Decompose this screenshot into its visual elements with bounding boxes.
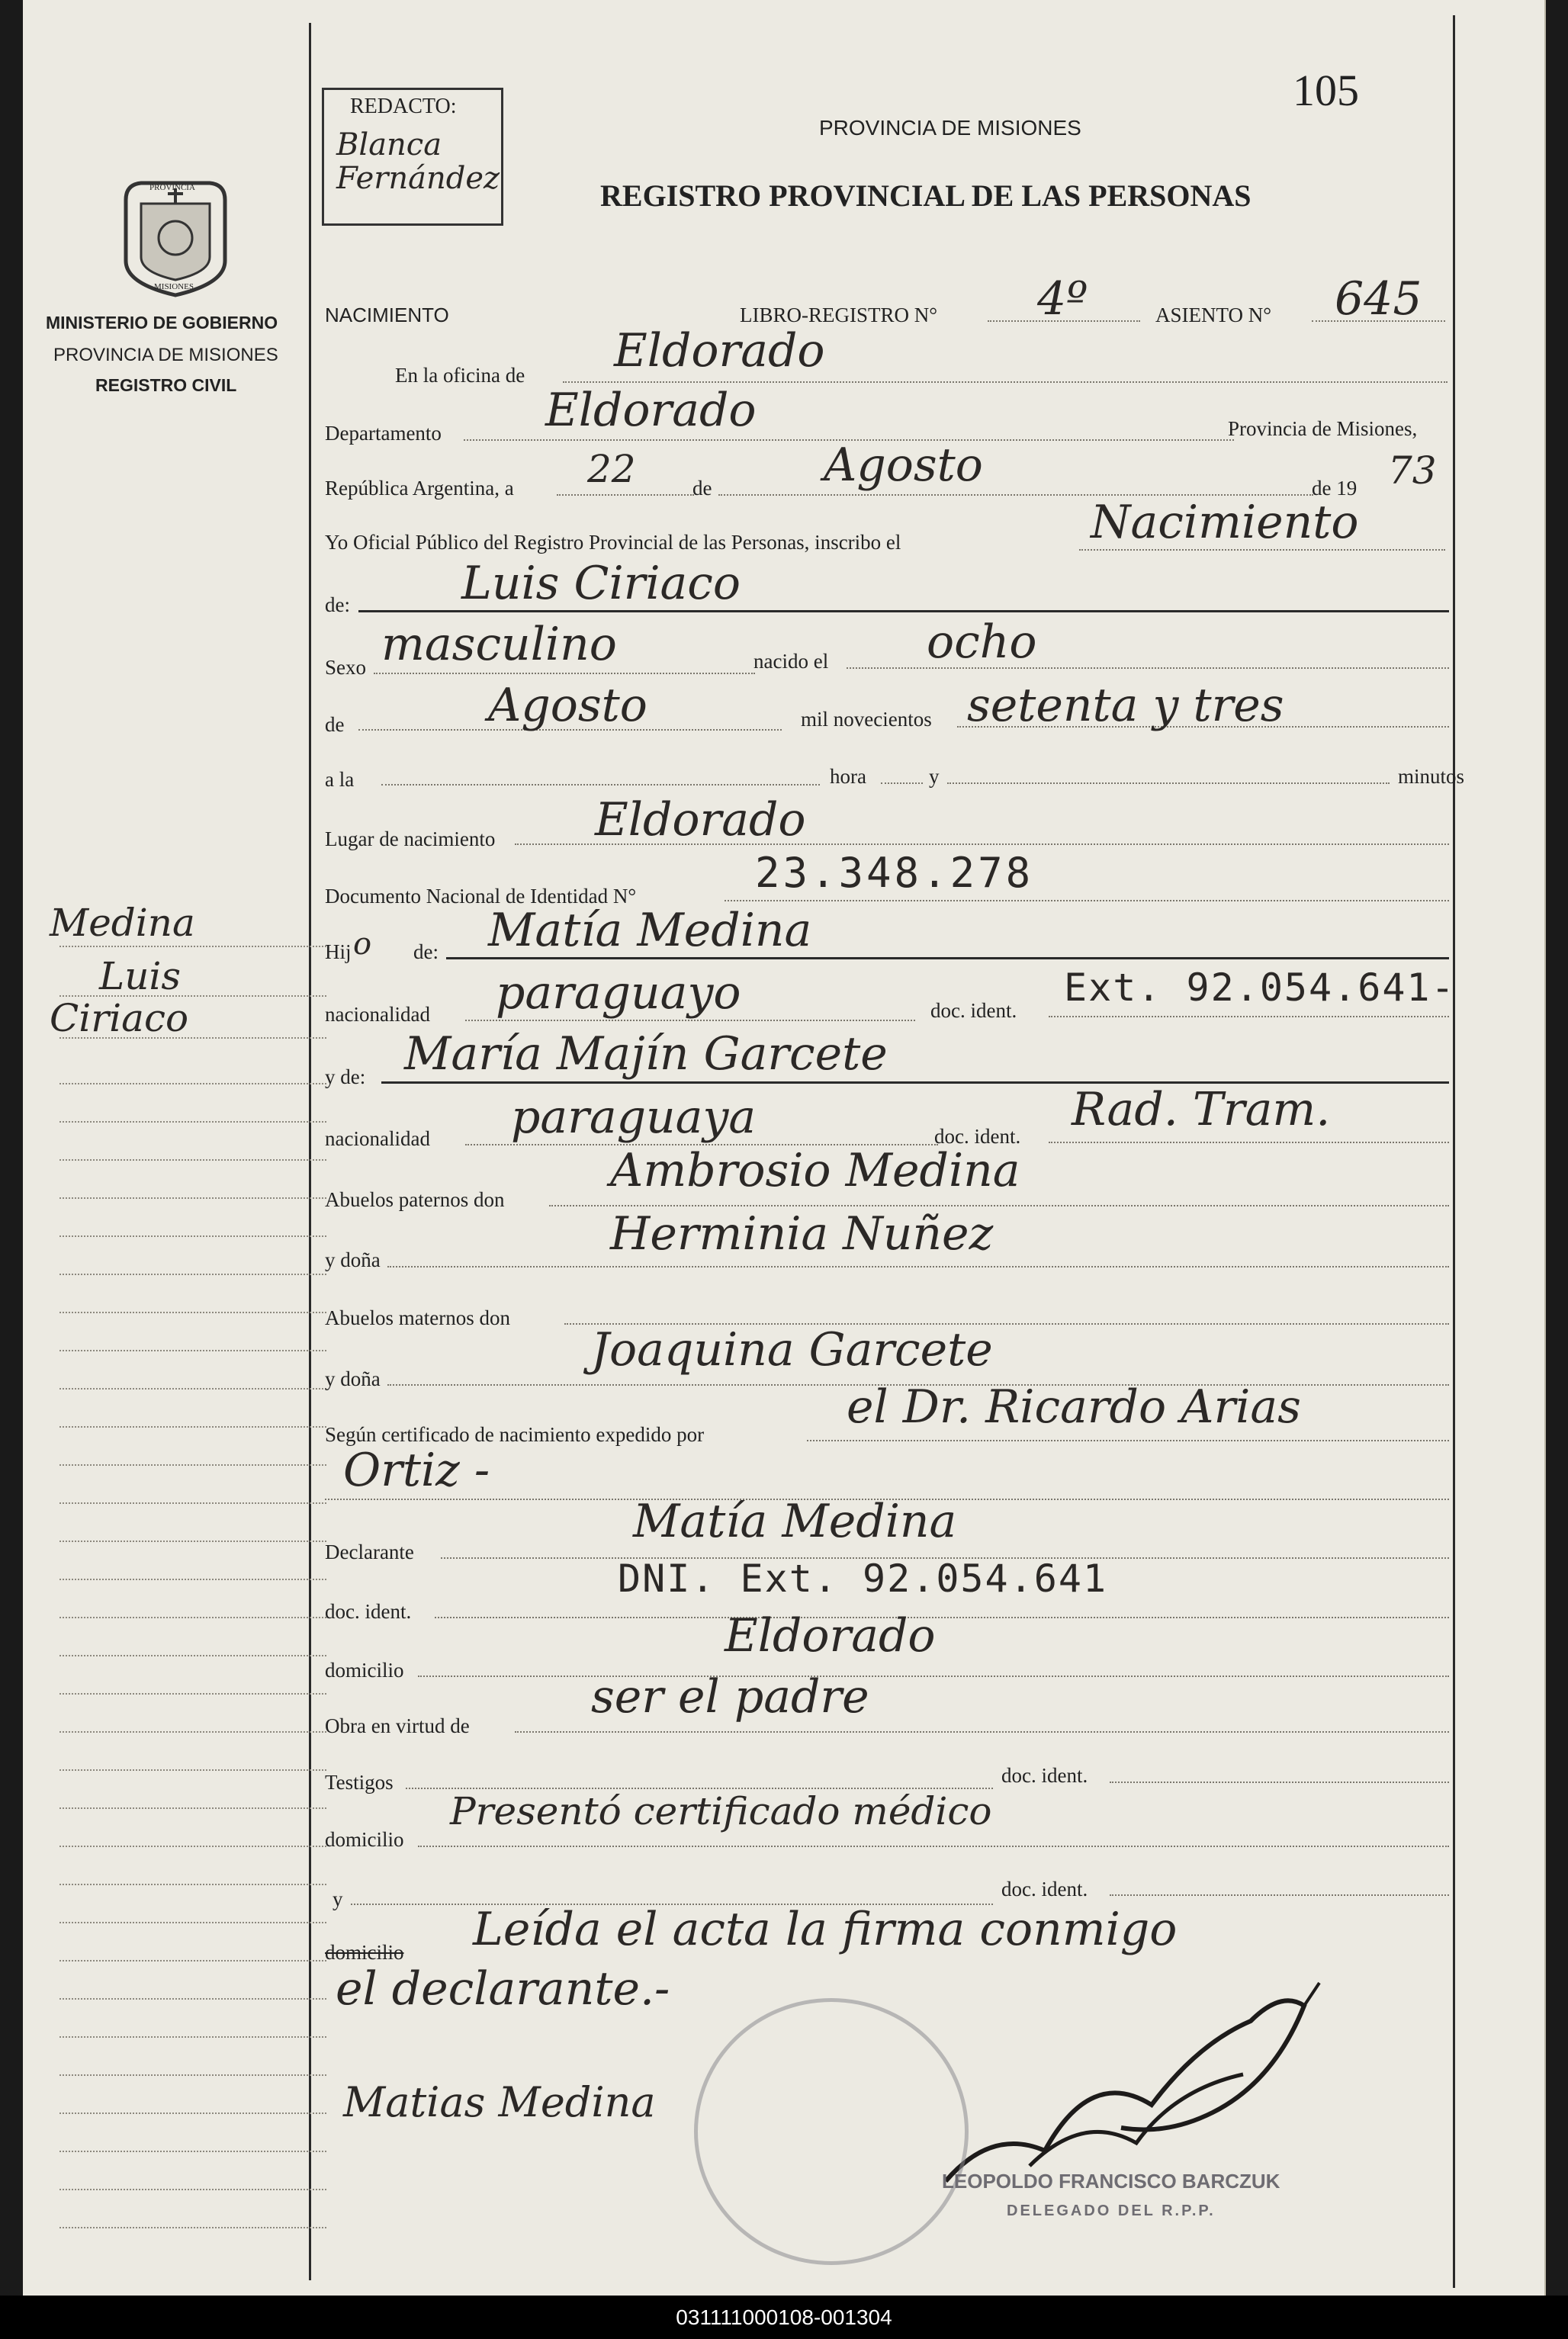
side-line — [59, 995, 326, 997]
side-line — [59, 1998, 326, 2000]
label-de-mes: de — [692, 477, 712, 500]
label-hora: hora — [830, 765, 866, 788]
testigo2-doc-line — [1110, 1894, 1449, 1896]
value-obra: ser el padre — [591, 1670, 869, 1724]
label-republica: República Argentina, a — [325, 477, 514, 500]
side-line — [59, 2151, 326, 2152]
domicilio-line — [418, 1676, 1449, 1677]
side-line — [59, 1884, 326, 1885]
label-lugar: Lugar de nacimiento — [325, 827, 496, 850]
label-asiento: ASIENTO N° — [1155, 304, 1272, 326]
side-line — [59, 946, 326, 947]
padre-doc-line — [1049, 1016, 1449, 1017]
testigo-dom-line — [418, 1846, 1449, 1847]
stamp-title: DELEGADO DEL R.P.P. — [1007, 2202, 1216, 2219]
header-registry: REGISTRO PROVINCIAL DE LAS PERSONAS — [600, 178, 1252, 213]
ministry-line3: REGISTRO CIVIL — [95, 375, 237, 395]
minutos-line — [947, 782, 1390, 784]
side-line — [59, 1083, 326, 1084]
document-id-footer: 031111000108-001304 — [0, 2296, 1568, 2339]
side-line — [59, 1960, 326, 1961]
value-madre-doc: Rad. Tram. — [1072, 1083, 1331, 1136]
label-de-nombre: de: — [325, 593, 350, 616]
side-line — [59, 1388, 326, 1390]
registry-stamp — [694, 1998, 969, 2265]
value-anio: 73 — [1388, 448, 1437, 493]
ministry-line1: MINISTERIO DE GOBIERNO — [46, 313, 278, 333]
value-nacido-anio: setenta y tres — [967, 679, 1284, 732]
label-hijo-de: de: — [413, 940, 439, 963]
label-domicilio-tachado: domicilio — [325, 1941, 404, 1964]
label-segun: Según certificado de nacimiento expedido por — [325, 1423, 705, 1446]
label-nacionalidad-padre: nacionalidad — [325, 1003, 430, 1026]
value-declarante: Matía Medina — [633, 1495, 957, 1548]
margin-note-name: Luis — [99, 954, 182, 998]
label-sexo: Sexo — [325, 656, 366, 679]
label-dni: Documento Nacional de Identidad N° — [325, 885, 637, 908]
side-line — [59, 1693, 326, 1695]
certificate-page — [23, 0, 1546, 2296]
label-nacionalidad-madre: nacionalidad — [325, 1127, 430, 1150]
label-y: y — [929, 765, 940, 788]
side-line — [59, 1655, 326, 1656]
label-minutos: minutos — [1398, 765, 1465, 788]
value-padre-doc: Ext. 92.054.641- — [1064, 965, 1456, 1010]
declarante-doc-line — [435, 1617, 1449, 1618]
label-obra: Obra en virtud de — [325, 1714, 470, 1737]
testigo-doc-line — [1110, 1782, 1449, 1783]
side-line — [59, 1617, 326, 1618]
value-certificado-2: Ortiz - — [343, 1444, 490, 1497]
value-testigo-dom: Presentó certificado médico — [450, 1789, 992, 1833]
side-line — [59, 2227, 326, 2228]
value-mes: Agosto — [824, 439, 983, 492]
side-line — [59, 1312, 326, 1313]
label-declarante: Declarante — [325, 1541, 414, 1563]
value-libro: 4º — [1037, 272, 1088, 326]
side-line — [59, 1769, 326, 1771]
side-line — [59, 1464, 326, 1466]
abuela-pat-line — [387, 1266, 1449, 1267]
side-line — [59, 1274, 326, 1275]
side-line — [59, 1502, 326, 1504]
label-libro: LIBRO-REGISTRO N° — [740, 304, 938, 326]
stamp-name: LEOPOLDO FRANCISCO BARCZUK — [942, 2170, 1280, 2193]
dia-line — [557, 494, 694, 496]
side-line — [59, 1807, 326, 1809]
dni-line — [725, 900, 1449, 901]
padre-nac-line — [465, 1020, 915, 1021]
side-line — [59, 1235, 326, 1237]
value-dni: 23.348.278 — [755, 849, 1034, 897]
value-abuela-pat: Herminia Nuñez — [610, 1207, 994, 1261]
side-line — [59, 2036, 326, 2038]
obra-line — [515, 1731, 1449, 1733]
label-mil: mil novecientos — [801, 708, 932, 731]
label-doc-ident-padre: doc. ident. — [930, 999, 1017, 1022]
page-number: 105 — [1293, 66, 1359, 115]
side-line — [59, 2074, 326, 2076]
value-declarante-dom: Eldorado — [725, 1609, 936, 1663]
label-y-de: y de: — [325, 1065, 366, 1088]
label-de-anio: de 19 — [1312, 477, 1358, 500]
oficina-line — [563, 381, 1448, 383]
label-hijo: Hij — [325, 940, 352, 963]
label-oficina: En la oficina de — [395, 364, 525, 387]
label-departamento: Departamento — [325, 422, 442, 445]
nombre-line — [358, 610, 1449, 612]
label-nacimiento: NACIMIENTO — [325, 304, 449, 326]
side-line — [59, 1159, 326, 1161]
value-padre: Matía Medina — [488, 904, 812, 957]
value-abuela-mat: Joaquina Garcete — [591, 1323, 993, 1377]
side-line — [59, 1037, 326, 1039]
side-line — [59, 1731, 326, 1733]
label-domicilio-testigo: domicilio — [325, 1828, 404, 1851]
margin-note-surname: Medina — [50, 901, 195, 945]
provincial-seal — [107, 169, 244, 299]
label-doc-ident-testigo2: doc. ident. — [1001, 1878, 1088, 1900]
label-nacido: nacido el — [753, 650, 829, 673]
side-line — [59, 2189, 326, 2190]
padre-line — [446, 957, 1449, 959]
value-sexo: masculino — [381, 618, 617, 671]
seal-text-top: PROVINCIA — [149, 183, 195, 192]
label-abuelos-mat: Abuelos maternos don — [325, 1306, 510, 1329]
header-province: PROVINCIA DE MISIONES — [819, 116, 1081, 140]
value-asiento: 645 — [1335, 272, 1422, 326]
side-line — [59, 1350, 326, 1351]
inscribo-line — [1079, 549, 1445, 551]
label-y-testigo: y — [333, 1888, 343, 1910]
value-madre-nac: paraguaya — [511, 1091, 757, 1144]
value-hijo-suffix: o — [353, 927, 372, 962]
value-dia: 22 — [587, 447, 636, 491]
side-line — [59, 1121, 326, 1123]
side-line — [59, 1922, 326, 1923]
redacto-label: REDACTO: — [350, 95, 457, 118]
madre-doc-line — [1049, 1142, 1449, 1143]
redacto-box — [322, 88, 503, 226]
label-testigos: Testigos — [325, 1771, 394, 1794]
label-abuelos-pat: Abuelos paternos don — [325, 1188, 505, 1211]
side-line — [59, 1426, 326, 1428]
label-doc-ident-declarante: doc. ident. — [325, 1600, 412, 1623]
value-padre-nac: paraguayo — [496, 966, 741, 1020]
label-doc-ident-madre: doc. ident. — [934, 1125, 1021, 1148]
value-nacido-dia: ocho — [927, 615, 1037, 669]
seal-text-bottom: MISIONES — [154, 282, 194, 291]
side-line — [59, 2112, 326, 2114]
label-y-dona-pat: y doña — [325, 1248, 381, 1271]
sexo-line — [374, 673, 755, 674]
value-cierre-1: Leída el acta la firma conmigo — [473, 1903, 1178, 1956]
margin-note-second-name: Ciriaco — [50, 996, 189, 1040]
value-cierre-2: el declarante.- — [336, 1962, 670, 2016]
value-certificado: el Dr. Ricardo Arias — [847, 1380, 1301, 1434]
value-madre: María Majín Garcete — [404, 1027, 888, 1081]
certificado-line — [807, 1440, 1449, 1441]
ministry-line2: PROVINCIA DE MISIONES — [53, 345, 278, 365]
value-lugar: Eldorado — [595, 793, 806, 847]
value-departamento: Eldorado — [545, 384, 757, 437]
redacto-value: Blanca Fernández — [336, 127, 500, 196]
side-line — [59, 1541, 326, 1542]
left-margin-rule — [309, 23, 311, 2280]
side-line — [59, 1579, 326, 1580]
right-margin-rule — [1453, 15, 1455, 2288]
label-domicilio: domicilio — [325, 1659, 404, 1682]
abuelo-pat-line — [549, 1205, 1449, 1206]
value-oficina: Eldorado — [614, 324, 825, 378]
value-nombre: Luis Ciriaco — [461, 557, 741, 610]
side-line — [59, 1846, 326, 1847]
value-abuelo-pat: Ambrosio Medina — [610, 1144, 1020, 1197]
label-provincia: Provincia de Misiones, — [1228, 417, 1418, 440]
signature-declarante: Matias Medina — [343, 2078, 656, 2126]
label-y-dona-mat: y doña — [325, 1367, 381, 1390]
label-de-nacido-mes: de — [325, 713, 345, 736]
label-doc-ident-testigo: doc. ident. — [1001, 1764, 1088, 1787]
value-declarante-doc: DNI. Ext. 92.054.641 — [618, 1557, 1108, 1601]
hora-line — [881, 782, 923, 784]
label-oficial: Yo Oficial Público del Registro Provincial de las Personas, inscribo el — [325, 531, 901, 554]
side-line — [59, 1197, 326, 1199]
value-inscribo: Nacimiento — [1091, 496, 1359, 549]
label-a-la: a la — [325, 768, 355, 791]
a-la-line — [381, 784, 820, 786]
value-nacido-mes: Agosto — [488, 679, 647, 732]
